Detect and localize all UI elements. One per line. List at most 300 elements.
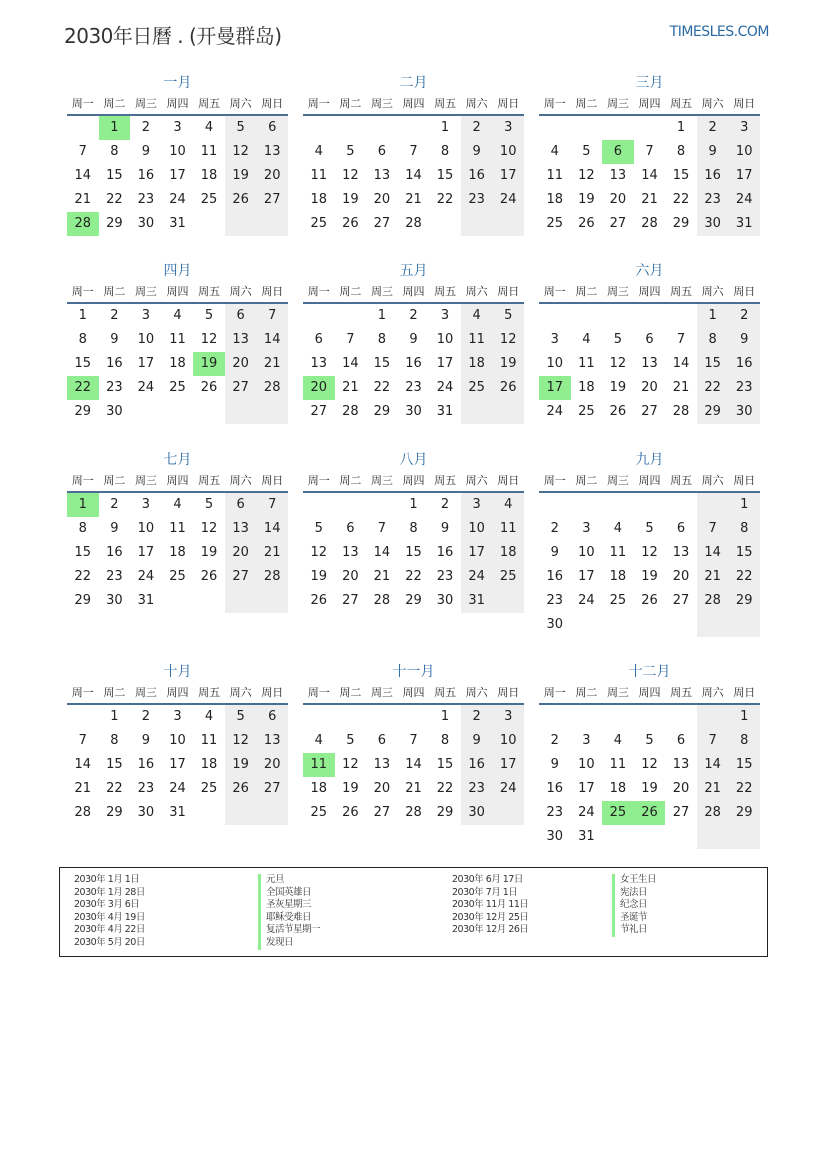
day-cell[interactable]: 14 <box>74 168 92 183</box>
day-cell[interactable]: 2 <box>461 705 493 729</box>
day-cell[interactable]: 18 <box>578 380 595 395</box>
day-cell[interactable]: 25 <box>578 404 595 419</box>
day-cell[interactable]: 12 <box>641 545 658 560</box>
day-cell[interactable]: 10 <box>578 757 595 772</box>
day-cell[interactable]: 27 <box>256 188 288 212</box>
day-cell[interactable]: 28 <box>342 404 359 419</box>
day-cell[interactable]: 20 <box>256 753 288 777</box>
day-cell[interactable]: 4 <box>492 493 524 517</box>
day-cell[interactable]: 7 <box>697 517 729 541</box>
day-cell[interactable]: 29 <box>728 801 760 825</box>
day-cell[interactable]: 4 <box>314 733 323 748</box>
day-cell[interactable]: 12 <box>200 521 218 536</box>
day-cell[interactable]: 15 <box>106 168 123 183</box>
day-cell[interactable]: 26 <box>342 216 359 231</box>
day-cell[interactable]: 6 <box>377 144 387 159</box>
day-cell[interactable]: 12 <box>342 757 359 772</box>
day-cell[interactable]: 26 <box>310 593 328 608</box>
day-cell[interactable]: 29 <box>373 404 391 419</box>
day-cell[interactable]: 11 <box>169 332 186 347</box>
day-cell[interactable]: 8 <box>78 521 87 536</box>
holiday-day-cell[interactable]: 17 <box>539 376 571 400</box>
day-cell[interactable]: 3 <box>173 709 182 724</box>
day-cell[interactable]: 22 <box>436 781 454 796</box>
day-cell[interactable]: 5 <box>492 304 524 328</box>
day-cell[interactable]: 11 <box>492 517 524 541</box>
day-cell[interactable]: 3 <box>728 116 760 140</box>
day-cell[interactable]: 17 <box>461 541 493 565</box>
day-cell[interactable]: 9 <box>461 729 493 753</box>
day-cell[interactable]: 29 <box>74 404 92 419</box>
day-cell[interactable]: 10 <box>546 356 564 371</box>
day-cell[interactable]: 28 <box>373 593 391 608</box>
day-cell[interactable]: 27 <box>256 777 288 801</box>
day-cell[interactable]: 28 <box>256 376 288 400</box>
day-cell[interactable]: 15 <box>436 168 454 183</box>
day-cell[interactable]: 27 <box>672 593 690 608</box>
day-cell[interactable]: 19 <box>492 352 524 376</box>
day-cell[interactable]: 19 <box>225 164 257 188</box>
day-cell[interactable]: 22 <box>697 376 729 400</box>
day-cell[interactable]: 24 <box>492 777 524 801</box>
day-cell[interactable]: 6 <box>645 332 654 347</box>
day-cell[interactable]: 23 <box>137 192 155 207</box>
day-cell[interactable]: 20 <box>225 541 257 565</box>
day-cell[interactable]: 2 <box>550 733 559 748</box>
day-cell[interactable]: 16 <box>546 781 564 796</box>
day-cell[interactable]: 31 <box>436 404 454 419</box>
day-cell[interactable]: 12 <box>225 140 257 164</box>
day-cell[interactable]: 27 <box>342 593 359 608</box>
day-cell[interactable]: 22 <box>728 777 760 801</box>
day-cell[interactable]: 8 <box>728 517 760 541</box>
day-cell[interactable]: 18 <box>200 757 218 772</box>
day-cell[interactable]: 18 <box>546 192 564 207</box>
day-cell[interactable]: 9 <box>110 332 119 347</box>
day-cell[interactable]: 6 <box>676 521 686 536</box>
day-cell[interactable]: 13 <box>672 757 690 772</box>
day-cell[interactable]: 22 <box>74 569 92 584</box>
day-cell[interactable]: 26 <box>225 188 257 212</box>
day-cell[interactable]: 14 <box>405 757 422 772</box>
day-cell[interactable]: 3 <box>582 521 591 536</box>
holiday-day-cell[interactable]: 1 <box>99 116 131 140</box>
day-cell[interactable]: 14 <box>672 356 690 371</box>
day-cell[interactable]: 14 <box>405 168 422 183</box>
day-cell[interactable]: 27 <box>609 216 627 231</box>
day-cell[interactable]: 15 <box>728 541 760 565</box>
day-cell[interactable]: 9 <box>409 332 418 347</box>
day-cell[interactable]: 25 <box>461 376 493 400</box>
day-cell[interactable]: 17 <box>169 757 186 772</box>
day-cell[interactable]: 1 <box>377 308 387 323</box>
day-cell[interactable]: 21 <box>256 352 288 376</box>
day-cell[interactable]: 29 <box>697 400 729 424</box>
day-cell[interactable]: 21 <box>373 569 391 584</box>
day-cell[interactable]: 28 <box>672 404 690 419</box>
day-cell[interactable]: 10 <box>492 140 524 164</box>
day-cell[interactable]: 10 <box>169 144 186 159</box>
day-cell[interactable]: 6 <box>225 304 257 328</box>
day-cell[interactable]: 6 <box>676 733 686 748</box>
day-cell[interactable]: 2 <box>697 116 729 140</box>
day-cell[interactable]: 22 <box>373 380 391 395</box>
day-cell[interactable]: 26 <box>609 404 627 419</box>
day-cell[interactable]: 31 <box>137 593 155 608</box>
day-cell[interactable]: 2 <box>409 308 418 323</box>
day-cell[interactable]: 10 <box>461 517 493 541</box>
day-cell[interactable]: 13 <box>641 356 658 371</box>
day-cell[interactable]: 18 <box>609 569 627 584</box>
day-cell[interactable]: 26 <box>200 569 218 584</box>
day-cell[interactable]: 1 <box>409 497 418 512</box>
day-cell[interactable]: 11 <box>169 521 186 536</box>
day-cell[interactable]: 19 <box>342 192 359 207</box>
day-cell[interactable]: 20 <box>672 781 690 796</box>
day-cell[interactable]: 16 <box>137 168 155 183</box>
day-cell[interactable]: 2 <box>461 116 493 140</box>
day-cell[interactable]: 30 <box>405 404 422 419</box>
day-cell[interactable]: 5 <box>314 521 323 536</box>
day-cell[interactable]: 29 <box>672 216 690 231</box>
day-cell[interactable]: 16 <box>697 164 729 188</box>
day-cell[interactable]: 23 <box>405 380 422 395</box>
day-cell[interactable]: 31 <box>461 589 493 613</box>
day-cell[interactable]: 31 <box>169 805 186 820</box>
day-cell[interactable]: 10 <box>137 521 155 536</box>
day-cell[interactable]: 10 <box>436 332 454 347</box>
day-cell[interactable]: 10 <box>169 733 186 748</box>
day-cell[interactable]: 4 <box>173 308 182 323</box>
day-cell[interactable]: 14 <box>256 517 288 541</box>
day-cell[interactable]: 22 <box>106 781 123 796</box>
day-cell[interactable]: 26 <box>200 380 218 395</box>
day-cell[interactable]: 14 <box>256 328 288 352</box>
day-cell[interactable]: 2 <box>728 304 760 328</box>
day-cell[interactable]: 8 <box>409 521 418 536</box>
day-cell[interactable]: 14 <box>342 356 359 371</box>
day-cell[interactable]: 10 <box>728 140 760 164</box>
day-cell[interactable]: 29 <box>106 216 123 231</box>
day-cell[interactable]: 15 <box>728 753 760 777</box>
day-cell[interactable]: 26 <box>641 593 658 608</box>
day-cell[interactable]: 21 <box>697 777 729 801</box>
day-cell[interactable]: 23 <box>461 188 493 212</box>
day-cell[interactable]: 15 <box>74 356 92 371</box>
day-cell[interactable]: 18 <box>169 356 186 371</box>
day-cell[interactable]: 8 <box>676 144 686 159</box>
day-cell[interactable]: 6 <box>225 493 257 517</box>
day-cell[interactable]: 23 <box>546 593 564 608</box>
day-cell[interactable]: 29 <box>728 589 760 613</box>
day-cell[interactable]: 27 <box>225 376 257 400</box>
day-cell[interactable]: 4 <box>314 144 323 159</box>
day-cell[interactable]: 9 <box>728 328 760 352</box>
day-cell[interactable]: 4 <box>613 521 623 536</box>
day-cell[interactable]: 30 <box>697 212 729 236</box>
day-cell[interactable]: 8 <box>110 733 119 748</box>
day-cell[interactable]: 25 <box>546 216 564 231</box>
day-cell[interactable]: 24 <box>436 380 454 395</box>
day-cell[interactable]: 6 <box>377 733 387 748</box>
day-cell[interactable]: 18 <box>609 781 627 796</box>
day-cell[interactable]: 19 <box>609 380 627 395</box>
day-cell[interactable]: 31 <box>728 212 760 236</box>
day-cell[interactable]: 12 <box>200 332 218 347</box>
day-cell[interactable]: 9 <box>697 140 729 164</box>
day-cell[interactable]: 28 <box>641 216 658 231</box>
day-cell[interactable]: 25 <box>492 565 524 589</box>
day-cell[interactable]: 23 <box>436 569 454 584</box>
day-cell[interactable]: 10 <box>137 332 155 347</box>
day-cell[interactable]: 20 <box>225 352 257 376</box>
day-cell[interactable]: 22 <box>436 192 454 207</box>
day-cell[interactable]: 15 <box>697 352 729 376</box>
day-cell[interactable]: 11 <box>609 757 627 772</box>
day-cell[interactable]: 13 <box>256 729 288 753</box>
day-cell[interactable]: 2 <box>440 497 450 512</box>
holiday-day-cell[interactable]: 22 <box>67 376 99 400</box>
day-cell[interactable]: 19 <box>641 781 658 796</box>
day-cell[interactable]: 5 <box>225 116 257 140</box>
day-cell[interactable]: 20 <box>256 164 288 188</box>
day-cell[interactable]: 19 <box>310 569 328 584</box>
day-cell[interactable]: 14 <box>373 545 391 560</box>
day-cell[interactable]: 6 <box>256 116 288 140</box>
day-cell[interactable]: 4 <box>550 144 559 159</box>
day-cell[interactable]: 11 <box>578 356 595 371</box>
day-cell[interactable]: 28 <box>697 589 729 613</box>
day-cell[interactable]: 5 <box>346 144 355 159</box>
day-cell[interactable]: 5 <box>346 733 355 748</box>
day-cell[interactable]: 16 <box>106 356 123 371</box>
day-cell[interactable]: 5 <box>645 733 654 748</box>
day-cell[interactable]: 7 <box>377 521 387 536</box>
day-cell[interactable]: 1 <box>676 120 686 135</box>
day-cell[interactable]: 18 <box>461 352 493 376</box>
day-cell[interactable]: 30 <box>106 593 123 608</box>
day-cell[interactable]: 28 <box>74 805 92 820</box>
holiday-day-cell[interactable]: 19 <box>193 352 225 376</box>
day-cell[interactable]: 9 <box>550 545 559 560</box>
day-cell[interactable]: 12 <box>578 168 595 183</box>
day-cell[interactable]: 26 <box>492 376 524 400</box>
day-cell[interactable]: 30 <box>436 593 454 608</box>
day-cell[interactable]: 25 <box>200 192 218 207</box>
day-cell[interactable]: 5 <box>225 705 257 729</box>
day-cell[interactable]: 16 <box>137 757 155 772</box>
day-cell[interactable]: 16 <box>728 352 760 376</box>
day-cell[interactable]: 20 <box>373 192 391 207</box>
holiday-day-cell[interactable]: 1 <box>67 493 99 517</box>
day-cell[interactable]: 11 <box>546 168 564 183</box>
day-cell[interactable]: 15 <box>405 545 422 560</box>
day-cell[interactable]: 17 <box>728 164 760 188</box>
day-cell[interactable]: 3 <box>440 308 450 323</box>
day-cell[interactable]: 5 <box>645 521 654 536</box>
day-cell[interactable]: 15 <box>106 757 123 772</box>
day-cell[interactable]: 20 <box>342 569 359 584</box>
day-cell[interactable]: 6 <box>346 521 355 536</box>
day-cell[interactable]: 7 <box>346 332 355 347</box>
holiday-day-cell[interactable]: 11 <box>303 753 335 777</box>
day-cell[interactable]: 11 <box>310 168 328 183</box>
day-cell[interactable]: 13 <box>225 328 257 352</box>
day-cell[interactable]: 4 <box>613 733 623 748</box>
day-cell[interactable]: 11 <box>200 733 218 748</box>
day-cell[interactable]: 23 <box>137 781 155 796</box>
day-cell[interactable]: 30 <box>546 829 564 844</box>
day-cell[interactable]: 17 <box>492 753 524 777</box>
day-cell[interactable]: 17 <box>578 569 595 584</box>
day-cell[interactable]: 21 <box>256 541 288 565</box>
day-cell[interactable]: 16 <box>461 164 493 188</box>
day-cell[interactable]: 12 <box>310 545 328 560</box>
day-cell[interactable]: 7 <box>78 144 87 159</box>
day-cell[interactable]: 22 <box>672 192 690 207</box>
day-cell[interactable]: 17 <box>169 168 186 183</box>
day-cell[interactable]: 21 <box>342 380 359 395</box>
day-cell[interactable]: 28 <box>405 216 422 231</box>
day-cell[interactable]: 23 <box>106 380 123 395</box>
day-cell[interactable]: 12 <box>492 328 524 352</box>
day-cell[interactable]: 26 <box>225 777 257 801</box>
day-cell[interactable]: 3 <box>461 493 493 517</box>
day-cell[interactable]: 20 <box>641 380 658 395</box>
day-cell[interactable]: 19 <box>342 781 359 796</box>
day-cell[interactable]: 13 <box>609 168 627 183</box>
day-cell[interactable]: 21 <box>641 192 658 207</box>
day-cell[interactable]: 7 <box>256 493 288 517</box>
day-cell[interactable]: 24 <box>728 188 760 212</box>
holiday-day-cell[interactable]: 28 <box>67 212 99 236</box>
day-cell[interactable]: 3 <box>141 497 151 512</box>
day-cell[interactable]: 27 <box>641 404 658 419</box>
day-cell[interactable]: 28 <box>405 805 422 820</box>
day-cell[interactable]: 20 <box>373 781 391 796</box>
day-cell[interactable]: 21 <box>405 192 422 207</box>
day-cell[interactable]: 24 <box>461 565 493 589</box>
day-cell[interactable]: 7 <box>645 144 654 159</box>
day-cell[interactable]: 15 <box>672 168 690 183</box>
day-cell[interactable]: 23 <box>461 777 493 801</box>
day-cell[interactable]: 13 <box>373 168 391 183</box>
day-cell[interactable]: 31 <box>578 829 595 844</box>
day-cell[interactable]: 13 <box>342 545 359 560</box>
day-cell[interactable]: 29 <box>405 593 422 608</box>
day-cell[interactable]: 3 <box>492 116 524 140</box>
day-cell[interactable]: 9 <box>141 733 151 748</box>
day-cell[interactable]: 6 <box>314 332 323 347</box>
day-cell[interactable]: 27 <box>672 805 690 820</box>
day-cell[interactable]: 4 <box>582 332 591 347</box>
day-cell[interactable]: 7 <box>676 332 686 347</box>
day-cell[interactable]: 14 <box>641 168 658 183</box>
day-cell[interactable]: 21 <box>74 781 92 796</box>
day-cell[interactable]: 14 <box>74 757 92 772</box>
day-cell[interactable]: 22 <box>405 569 422 584</box>
day-cell[interactable]: 27 <box>310 404 328 419</box>
day-cell[interactable]: 26 <box>578 216 595 231</box>
day-cell[interactable]: 25 <box>310 805 328 820</box>
day-cell[interactable]: 14 <box>697 541 729 565</box>
day-cell[interactable]: 22 <box>728 565 760 589</box>
day-cell[interactable]: 17 <box>137 356 155 371</box>
day-cell[interactable]: 23 <box>546 805 564 820</box>
day-cell[interactable]: 7 <box>697 729 729 753</box>
site-link[interactable]: TIMESLES.COM <box>669 24 769 40</box>
day-cell[interactable]: 13 <box>310 356 328 371</box>
day-cell[interactable]: 24 <box>546 404 564 419</box>
day-cell[interactable]: 12 <box>225 729 257 753</box>
day-cell[interactable]: 3 <box>582 733 591 748</box>
day-cell[interactable]: 4 <box>204 709 214 724</box>
day-cell[interactable]: 10 <box>578 545 595 560</box>
day-cell[interactable]: 28 <box>697 801 729 825</box>
day-cell[interactable]: 8 <box>377 332 387 347</box>
day-cell[interactable]: 13 <box>672 545 690 560</box>
day-cell[interactable]: 16 <box>405 356 422 371</box>
day-cell[interactable]: 16 <box>436 545 454 560</box>
day-cell[interactable]: 7 <box>256 304 288 328</box>
day-cell[interactable]: 17 <box>578 781 595 796</box>
day-cell[interactable]: 12 <box>609 356 627 371</box>
day-cell[interactable]: 31 <box>169 216 186 231</box>
day-cell[interactable]: 2 <box>141 709 151 724</box>
day-cell[interactable]: 8 <box>697 328 729 352</box>
day-cell[interactable]: 24 <box>169 781 186 796</box>
day-cell[interactable]: 28 <box>256 565 288 589</box>
day-cell[interactable]: 30 <box>137 216 155 231</box>
day-cell[interactable]: 24 <box>137 380 155 395</box>
day-cell[interactable]: 14 <box>697 753 729 777</box>
day-cell[interactable]: 5 <box>204 308 214 323</box>
day-cell[interactable]: 2 <box>550 521 559 536</box>
day-cell[interactable]: 30 <box>728 400 760 424</box>
day-cell[interactable]: 13 <box>225 517 257 541</box>
day-cell[interactable]: 16 <box>461 753 493 777</box>
day-cell[interactable]: 12 <box>641 757 658 772</box>
day-cell[interactable]: 8 <box>78 332 87 347</box>
day-cell[interactable]: 19 <box>578 192 595 207</box>
day-cell[interactable]: 24 <box>137 569 155 584</box>
day-cell[interactable]: 17 <box>492 164 524 188</box>
day-cell[interactable]: 19 <box>225 753 257 777</box>
day-cell[interactable]: 20 <box>672 569 690 584</box>
day-cell[interactable]: 29 <box>74 593 92 608</box>
day-cell[interactable]: 25 <box>169 569 186 584</box>
day-cell[interactable]: 4 <box>204 120 214 135</box>
day-cell[interactable]: 30 <box>106 404 123 419</box>
day-cell[interactable]: 18 <box>310 192 328 207</box>
day-cell[interactable]: 22 <box>106 192 123 207</box>
day-cell[interactable]: 1 <box>697 304 729 328</box>
day-cell[interactable]: 27 <box>373 805 391 820</box>
day-cell[interactable]: 15 <box>373 356 391 371</box>
day-cell[interactable]: 1 <box>728 705 760 729</box>
day-cell[interactable]: 1 <box>728 493 760 517</box>
day-cell[interactable]: 21 <box>405 781 422 796</box>
day-cell[interactable]: 23 <box>728 376 760 400</box>
day-cell[interactable]: 27 <box>225 565 257 589</box>
day-cell[interactable]: 19 <box>641 569 658 584</box>
day-cell[interactable]: 5 <box>613 332 623 347</box>
day-cell[interactable]: 4 <box>461 304 493 328</box>
day-cell[interactable]: 8 <box>440 733 450 748</box>
day-cell[interactable]: 25 <box>310 216 328 231</box>
holiday-day-cell[interactable]: 26 <box>634 801 666 825</box>
day-cell[interactable]: 11 <box>609 545 627 560</box>
